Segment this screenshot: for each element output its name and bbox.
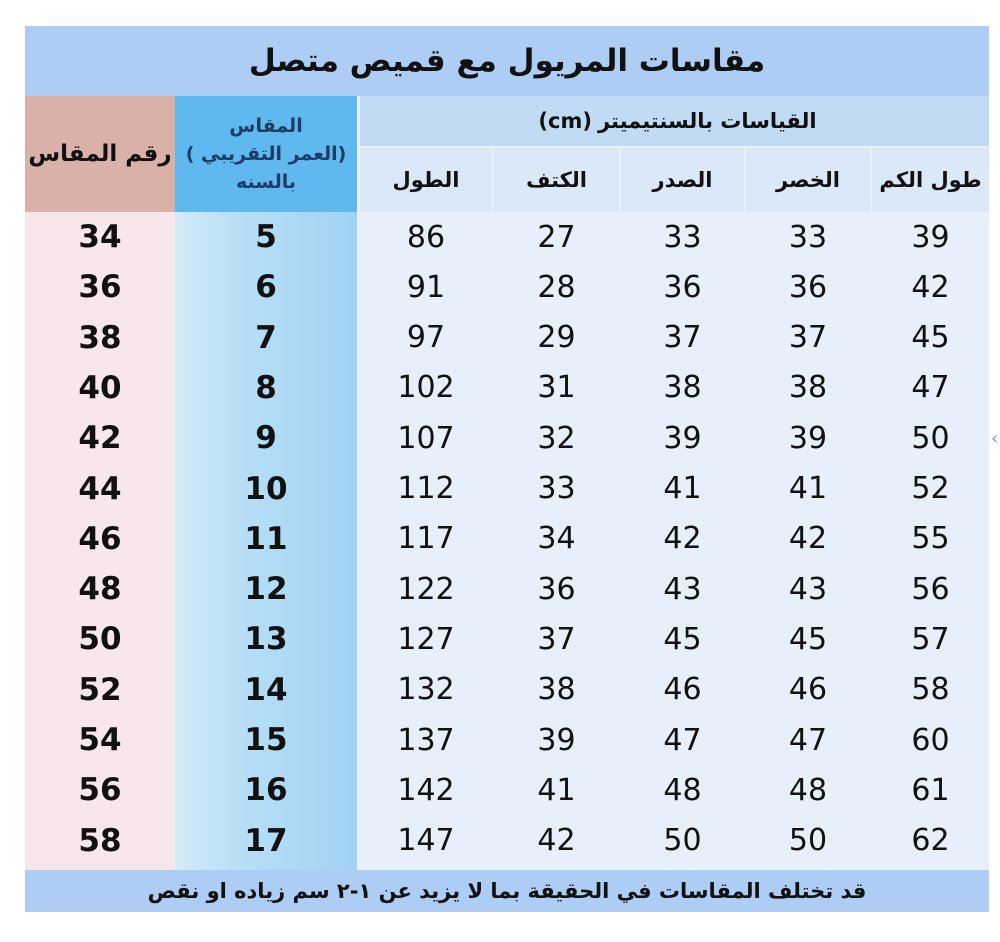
- size-cell: 40: [78, 369, 122, 406]
- sleeve-cell: 45: [911, 320, 950, 356]
- chest-cell: 36: [663, 269, 702, 305]
- chest-cell: 47: [663, 722, 702, 758]
- length-cell: 147: [397, 823, 455, 859]
- measurements-header-label: القياسات بالسنتيميتر: [597, 109, 817, 133]
- sleeve-cell: 47: [911, 370, 950, 406]
- shoulder-cell: 28: [537, 269, 576, 305]
- shoulder-cell: 38: [537, 672, 576, 708]
- chest-cell: 45: [663, 621, 702, 657]
- waist-cell: 39: [788, 420, 828, 456]
- size-cell: 50: [78, 621, 122, 658]
- length-header: الطول: [360, 148, 492, 212]
- age-header-line2: (العمر التقريبي ): [185, 143, 347, 165]
- table-row: [25, 363, 989, 413]
- measurements-header: [360, 96, 989, 146]
- chest-cell: 38: [663, 370, 702, 406]
- sleeve-cell: 52: [911, 471, 950, 506]
- age-cell: 13: [244, 621, 288, 658]
- chevron-left-icon: ‹: [991, 428, 999, 449]
- chest-header: الصدر: [621, 148, 744, 212]
- age-cell: 6: [255, 269, 277, 306]
- shoulder-cell: 29: [537, 320, 576, 356]
- waist-cell: 38: [788, 370, 828, 406]
- size-cell: 34: [78, 219, 122, 255]
- sleeve-cell: 62: [911, 823, 950, 859]
- table-row: [25, 765, 989, 815]
- length-cell: 107: [397, 420, 455, 456]
- sleeve-cell: 61: [911, 772, 950, 808]
- table-row: [25, 564, 989, 614]
- length-cell: 97: [406, 320, 446, 356]
- waist-cell: 37: [788, 320, 828, 356]
- table-row: [25, 614, 989, 664]
- waist-cell: 41: [788, 471, 828, 506]
- waist-cell: 42: [788, 521, 828, 557]
- size-chart-sheet: [25, 26, 989, 912]
- shoulder-header: الكتف: [494, 148, 619, 212]
- size-cell: 54: [78, 722, 122, 758]
- waist-cell: 50: [788, 823, 828, 859]
- table-row: [25, 665, 989, 715]
- shoulder-cell: 36: [537, 571, 576, 607]
- waist-cell: 33: [788, 219, 828, 255]
- age-header-line1: المقاس: [229, 115, 303, 137]
- sleeve-cell: 58: [911, 672, 950, 708]
- chest-cell: 41: [663, 471, 702, 506]
- waist-cell: 48: [788, 772, 828, 808]
- size-cell: 48: [78, 571, 122, 608]
- age-cell: 10: [244, 470, 288, 507]
- waist-cell: 45: [788, 621, 828, 657]
- sleeve-cell: 57: [911, 621, 950, 657]
- length-cell: 137: [397, 722, 455, 758]
- measurements-unit: (cm): [538, 109, 592, 133]
- sleeve-cell: 56: [911, 571, 950, 607]
- waist-cell: 36: [788, 269, 828, 305]
- shoulder-cell: 33: [537, 471, 576, 506]
- length-cell: 112: [397, 471, 455, 506]
- age-cell: 5: [255, 219, 277, 255]
- length-cell: 122: [397, 571, 455, 607]
- waist-header: الخصر: [746, 148, 870, 212]
- sleeve-cell: 50: [911, 420, 950, 456]
- table-row: [25, 212, 989, 262]
- size-cell: 42: [78, 420, 122, 457]
- chest-cell: 39: [663, 420, 702, 456]
- size-cell: 56: [78, 772, 122, 809]
- waist-cell: 47: [788, 722, 828, 758]
- sleeve-cell: 39: [911, 219, 950, 255]
- chest-cell: 37: [663, 320, 702, 356]
- shoulder-cell: 41: [537, 772, 576, 808]
- shoulder-cell: 32: [537, 420, 576, 456]
- chest-cell: 48: [663, 772, 702, 808]
- shoulder-cell: 27: [537, 219, 576, 255]
- age-cell: 15: [244, 722, 288, 758]
- age-header: [175, 96, 357, 212]
- length-cell: 91: [406, 269, 446, 305]
- size-cell: 38: [78, 319, 122, 356]
- chest-cell: 46: [663, 672, 702, 708]
- age-cell: 7: [255, 319, 277, 356]
- footer-note: قد تختلف المقاسات في الحقيقة بما لا يزيد عن ١-٢ سم زياده او نقص: [25, 870, 989, 912]
- age-header-line3: بالسنه: [236, 171, 297, 193]
- length-cell: 86: [406, 219, 446, 255]
- length-cell: 127: [397, 621, 455, 657]
- length-cell: 102: [397, 370, 455, 406]
- size-header: رقم المقاس: [25, 96, 175, 212]
- table-row: [25, 413, 989, 463]
- waist-cell: 46: [788, 672, 828, 708]
- age-cell: 16: [244, 772, 288, 809]
- size-cell: 44: [78, 470, 122, 507]
- shoulder-cell: 39: [537, 722, 576, 758]
- length-cell: 117: [397, 521, 455, 557]
- size-cell: 58: [78, 822, 122, 859]
- size-cell: 36: [78, 269, 122, 306]
- table-row: [25, 816, 989, 866]
- age-cell: 12: [244, 571, 288, 608]
- chart-title: مقاسات المريول مع قميص متصل: [25, 26, 989, 96]
- shoulder-cell: 42: [537, 823, 576, 859]
- table-row: [25, 262, 989, 312]
- length-cell: 142: [397, 772, 455, 808]
- age-cell: 14: [244, 671, 288, 708]
- size-cell: 46: [78, 520, 122, 557]
- age-cell: 17: [244, 822, 288, 859]
- sleeve-cell: 55: [911, 521, 950, 557]
- sleeve-header: طول الكم: [872, 148, 989, 212]
- sleeve-cell: 42: [911, 269, 950, 305]
- chest-cell: 42: [663, 521, 702, 557]
- table-row: [25, 313, 989, 363]
- shoulder-cell: 37: [537, 621, 576, 657]
- chest-cell: 43: [663, 571, 702, 607]
- table-row: [25, 514, 989, 564]
- age-cell: 11: [244, 520, 288, 557]
- shoulder-cell: 34: [537, 521, 576, 557]
- chest-cell: 33: [663, 219, 702, 255]
- sleeve-cell: 60: [911, 722, 950, 758]
- shoulder-cell: 31: [537, 370, 576, 406]
- length-cell: 132: [397, 672, 455, 708]
- chest-cell: 50: [663, 823, 702, 859]
- waist-cell: 43: [788, 571, 828, 607]
- age-cell: 8: [255, 369, 277, 406]
- table-row: [25, 464, 989, 514]
- table-row: [25, 715, 989, 765]
- size-cell: 52: [78, 671, 122, 708]
- age-cell: 9: [255, 420, 277, 457]
